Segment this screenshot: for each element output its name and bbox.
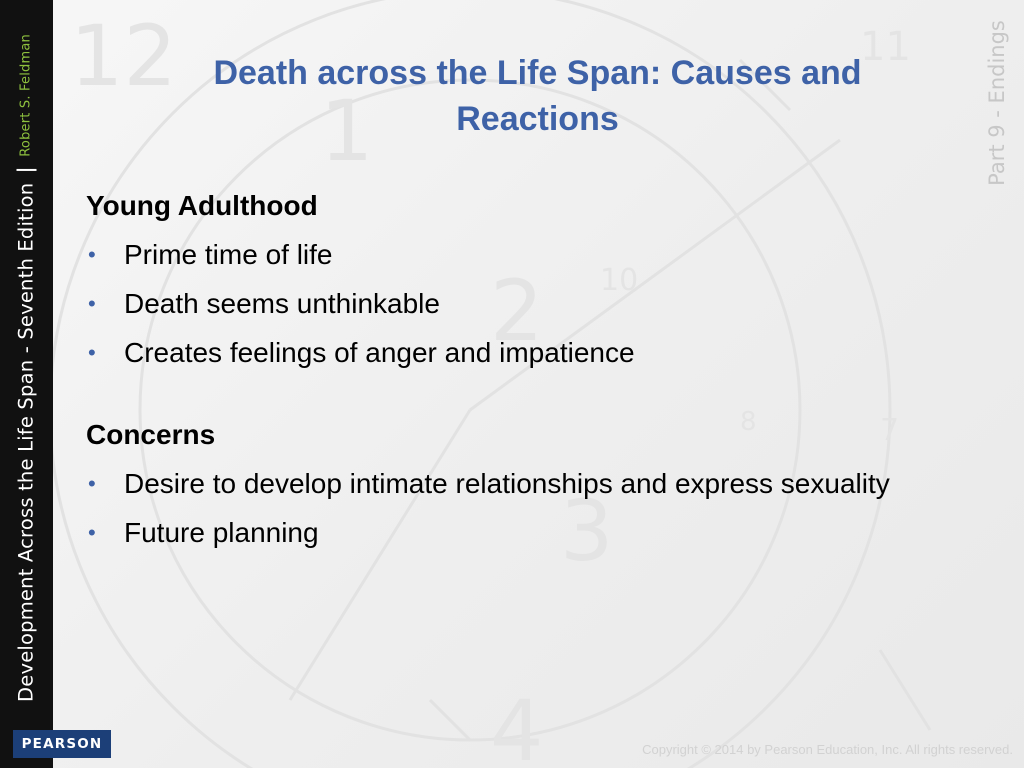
list-item-text: Death seems unthinkable [124,288,440,319]
bullet-dot-icon: • [88,242,96,267]
section-young-adulthood [86,186,946,373]
book-spine [0,0,53,768]
bullet-list [86,464,946,553]
list-item-text: Prime time of life [124,239,333,270]
svg-text:11: 11 [860,24,911,70]
book-title: Development Across the Life Span - Seventh Edition [14,182,38,702]
list-item [86,513,946,553]
part-label: Part 9 - Endings [985,20,1009,186]
bullet-dot-icon: • [88,340,96,365]
author-name: Robert S. Feldman [18,34,34,157]
slide-title: Death across the Life Span: Causes and Reactions [213,54,862,138]
bullet-dot-icon: • [88,471,96,496]
bullet-list [86,235,946,373]
svg-text:8: 8 [740,407,757,437]
list-item-text: Future planning [124,517,319,548]
list-item [86,235,946,275]
copyright-notice: Copyright © 2014 by Pearson Education, Inc. All rights reserved. [642,742,1013,757]
svg-text:1: 1 [320,82,374,180]
list-item [86,464,946,504]
bullet-dot-icon: • [88,291,96,316]
svg-text:10: 10 [600,263,639,298]
svg-text:2: 2 [490,262,544,360]
section-concerns [86,415,946,553]
spine-separator [16,169,36,171]
svg-text:4: 4 [490,682,544,768]
section-heading: Young Adulthood [86,190,318,221]
list-item-text: Desire to develop intimate relationships and express sexuality [124,468,890,499]
pearson-logo: PEARSON [13,730,111,758]
svg-text:7: 7 [880,413,900,448]
bullet-dot-icon: • [88,520,96,545]
list-item [86,284,946,324]
svg-text:3: 3 [560,482,614,580]
list-item-text: Creates feelings of anger and impatience [124,337,635,368]
section-heading: Concerns [86,419,216,450]
svg-text:12: 12 [70,7,177,105]
section-spacer [86,373,946,415]
list-item [86,333,946,373]
slide-content [86,186,946,553]
spine-text [15,34,38,702]
